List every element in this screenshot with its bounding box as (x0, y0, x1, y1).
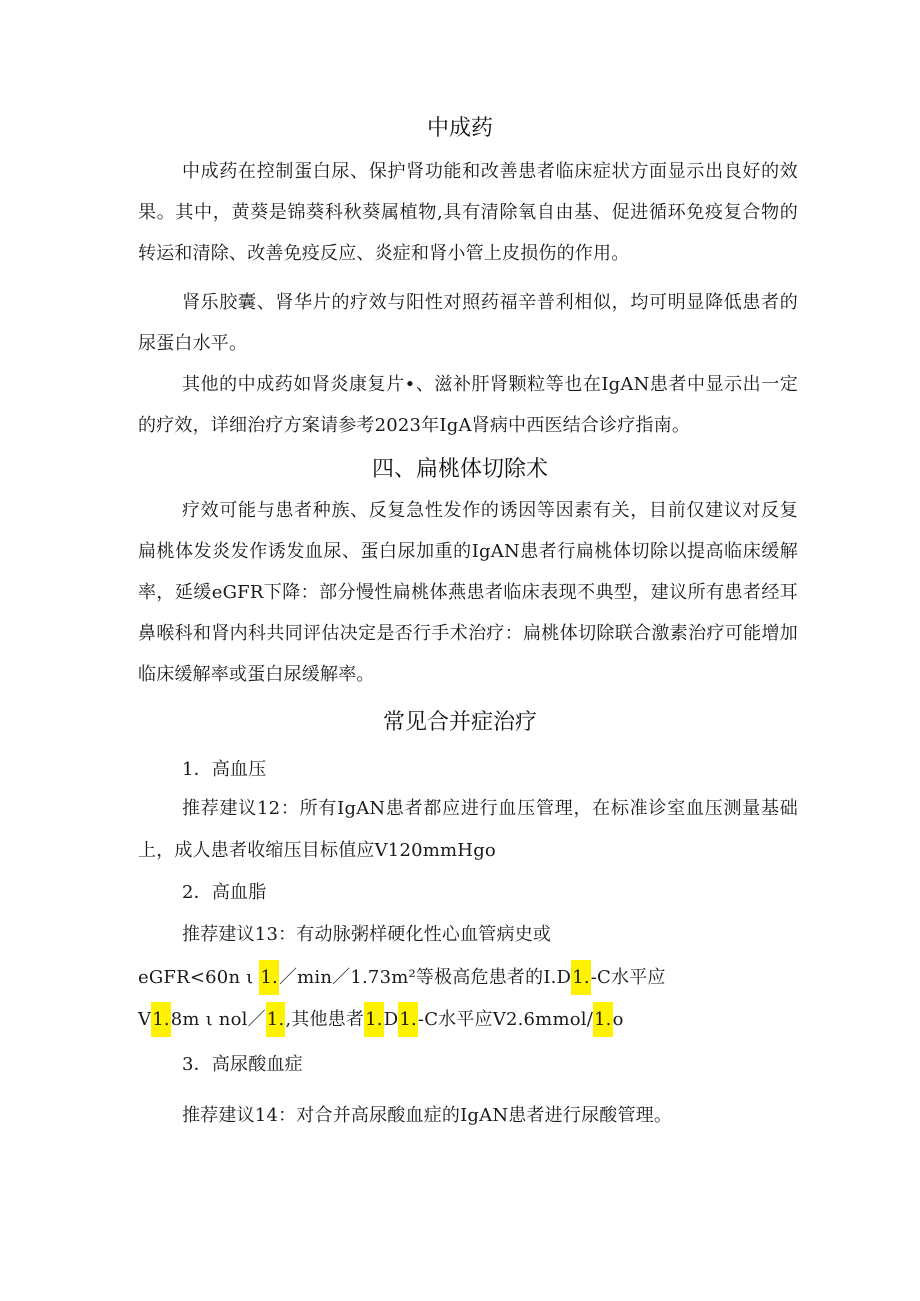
highlighted-text: 1. (364, 1002, 384, 1037)
highlighted-text: 1. (398, 1002, 418, 1037)
text-segment: -C水平应V2.6mmol/ (417, 1009, 593, 1030)
highlighted-text: 1. (151, 1002, 171, 1037)
text-segment: eGFR<60n ι (138, 967, 260, 988)
recommendation-13-line-2 (138, 963, 666, 993)
paragraph-hyperuricemia: 推荐建议14：对合并高尿酸血症的IgAN患者进行尿酸管理。 (182, 1105, 673, 1126)
text-segment: -C水平应 (590, 967, 666, 988)
paragraph-tonsillectomy: 疗效可能与患者种族、反复急性发作的诱因等因素有关，目前仅建议对反复扁桃体发炎发作诱发血尿、蛋白尿加重的IgAN患者行扁桃体切除以提高临床缓解率，延缓eGFR下降：部分慢性扁桃体燕患者临床表现不典型，建议所有患者经耳鼻喉科和肾内科共同评估决定是否行手术治疗：扁桃体切除联合激素治疗可能增加临床缓解率或蛋白尿缓解率。 (138, 500, 798, 685)
highlighted-text: 1. (266, 1002, 286, 1037)
item-heading-hyperlipidemia: 2．高血脂 (182, 882, 267, 903)
recommendation-13-line-1: 推荐建议13：有动脉粥样硬化性心血管病史或 (182, 924, 552, 945)
highlighted-text: 1. (571, 960, 591, 995)
paragraph-tcm-1: 中成药在控制蛋白尿、保护肾功能和改善患者临床症状方面显示出良好的效果。其中，黄葵是锦葵科秋葵属植物,具有清除氧自由基、促进循环免疫复合物的转运和清除、改善免疫反应、炎症和肾小管上皮损伤的作用。 (138, 161, 798, 264)
paragraph-hypertension: 推荐建议12：所有IgAN患者都应进行血压管理，在标准诊室血压测量基础上，成人患者收缩压目标值应V120mmHgo (138, 798, 798, 861)
highlighted-text: 1. (593, 1002, 613, 1037)
highlighted-text: 1. (259, 960, 279, 995)
section-title-tonsillectomy: 四、扁桃体切除术 (371, 457, 548, 482)
text-segment: ／min／1.73m²等极高危患者的I.D (278, 967, 572, 988)
text-segment: 8m ι nol／ (170, 1009, 266, 1030)
item-heading-hypertension: 1．高血压 (182, 759, 267, 780)
recommendation-13-line-3 (138, 1005, 624, 1035)
section-title-tcm: 中成药 (426, 116, 493, 141)
text-segment: D (383, 1009, 399, 1030)
paragraph-tcm-2: 肾乐胶囊、肾华片的疗效与阳性对照药福辛普利相似，均可明显降低患者的尿蛋白水平。 (138, 292, 798, 354)
text-segment: V (138, 1009, 152, 1030)
text-segment: o (612, 1009, 624, 1030)
text-segment: ,其他患者 (285, 1009, 365, 1030)
paragraph-tcm-3: 其他的中成药如肾炎康复片•、滋补肝肾颗粒等也在IgAN患者中显示出一定的疗效，详细治疗方案请参考2023年IgA肾病中西医结合诊疗指南。 (138, 374, 798, 436)
section-title-comorbidity: 常见合并症治疗 (382, 710, 537, 735)
item-heading-hyperuricemia: 3．高尿酸血症 (182, 1054, 303, 1075)
